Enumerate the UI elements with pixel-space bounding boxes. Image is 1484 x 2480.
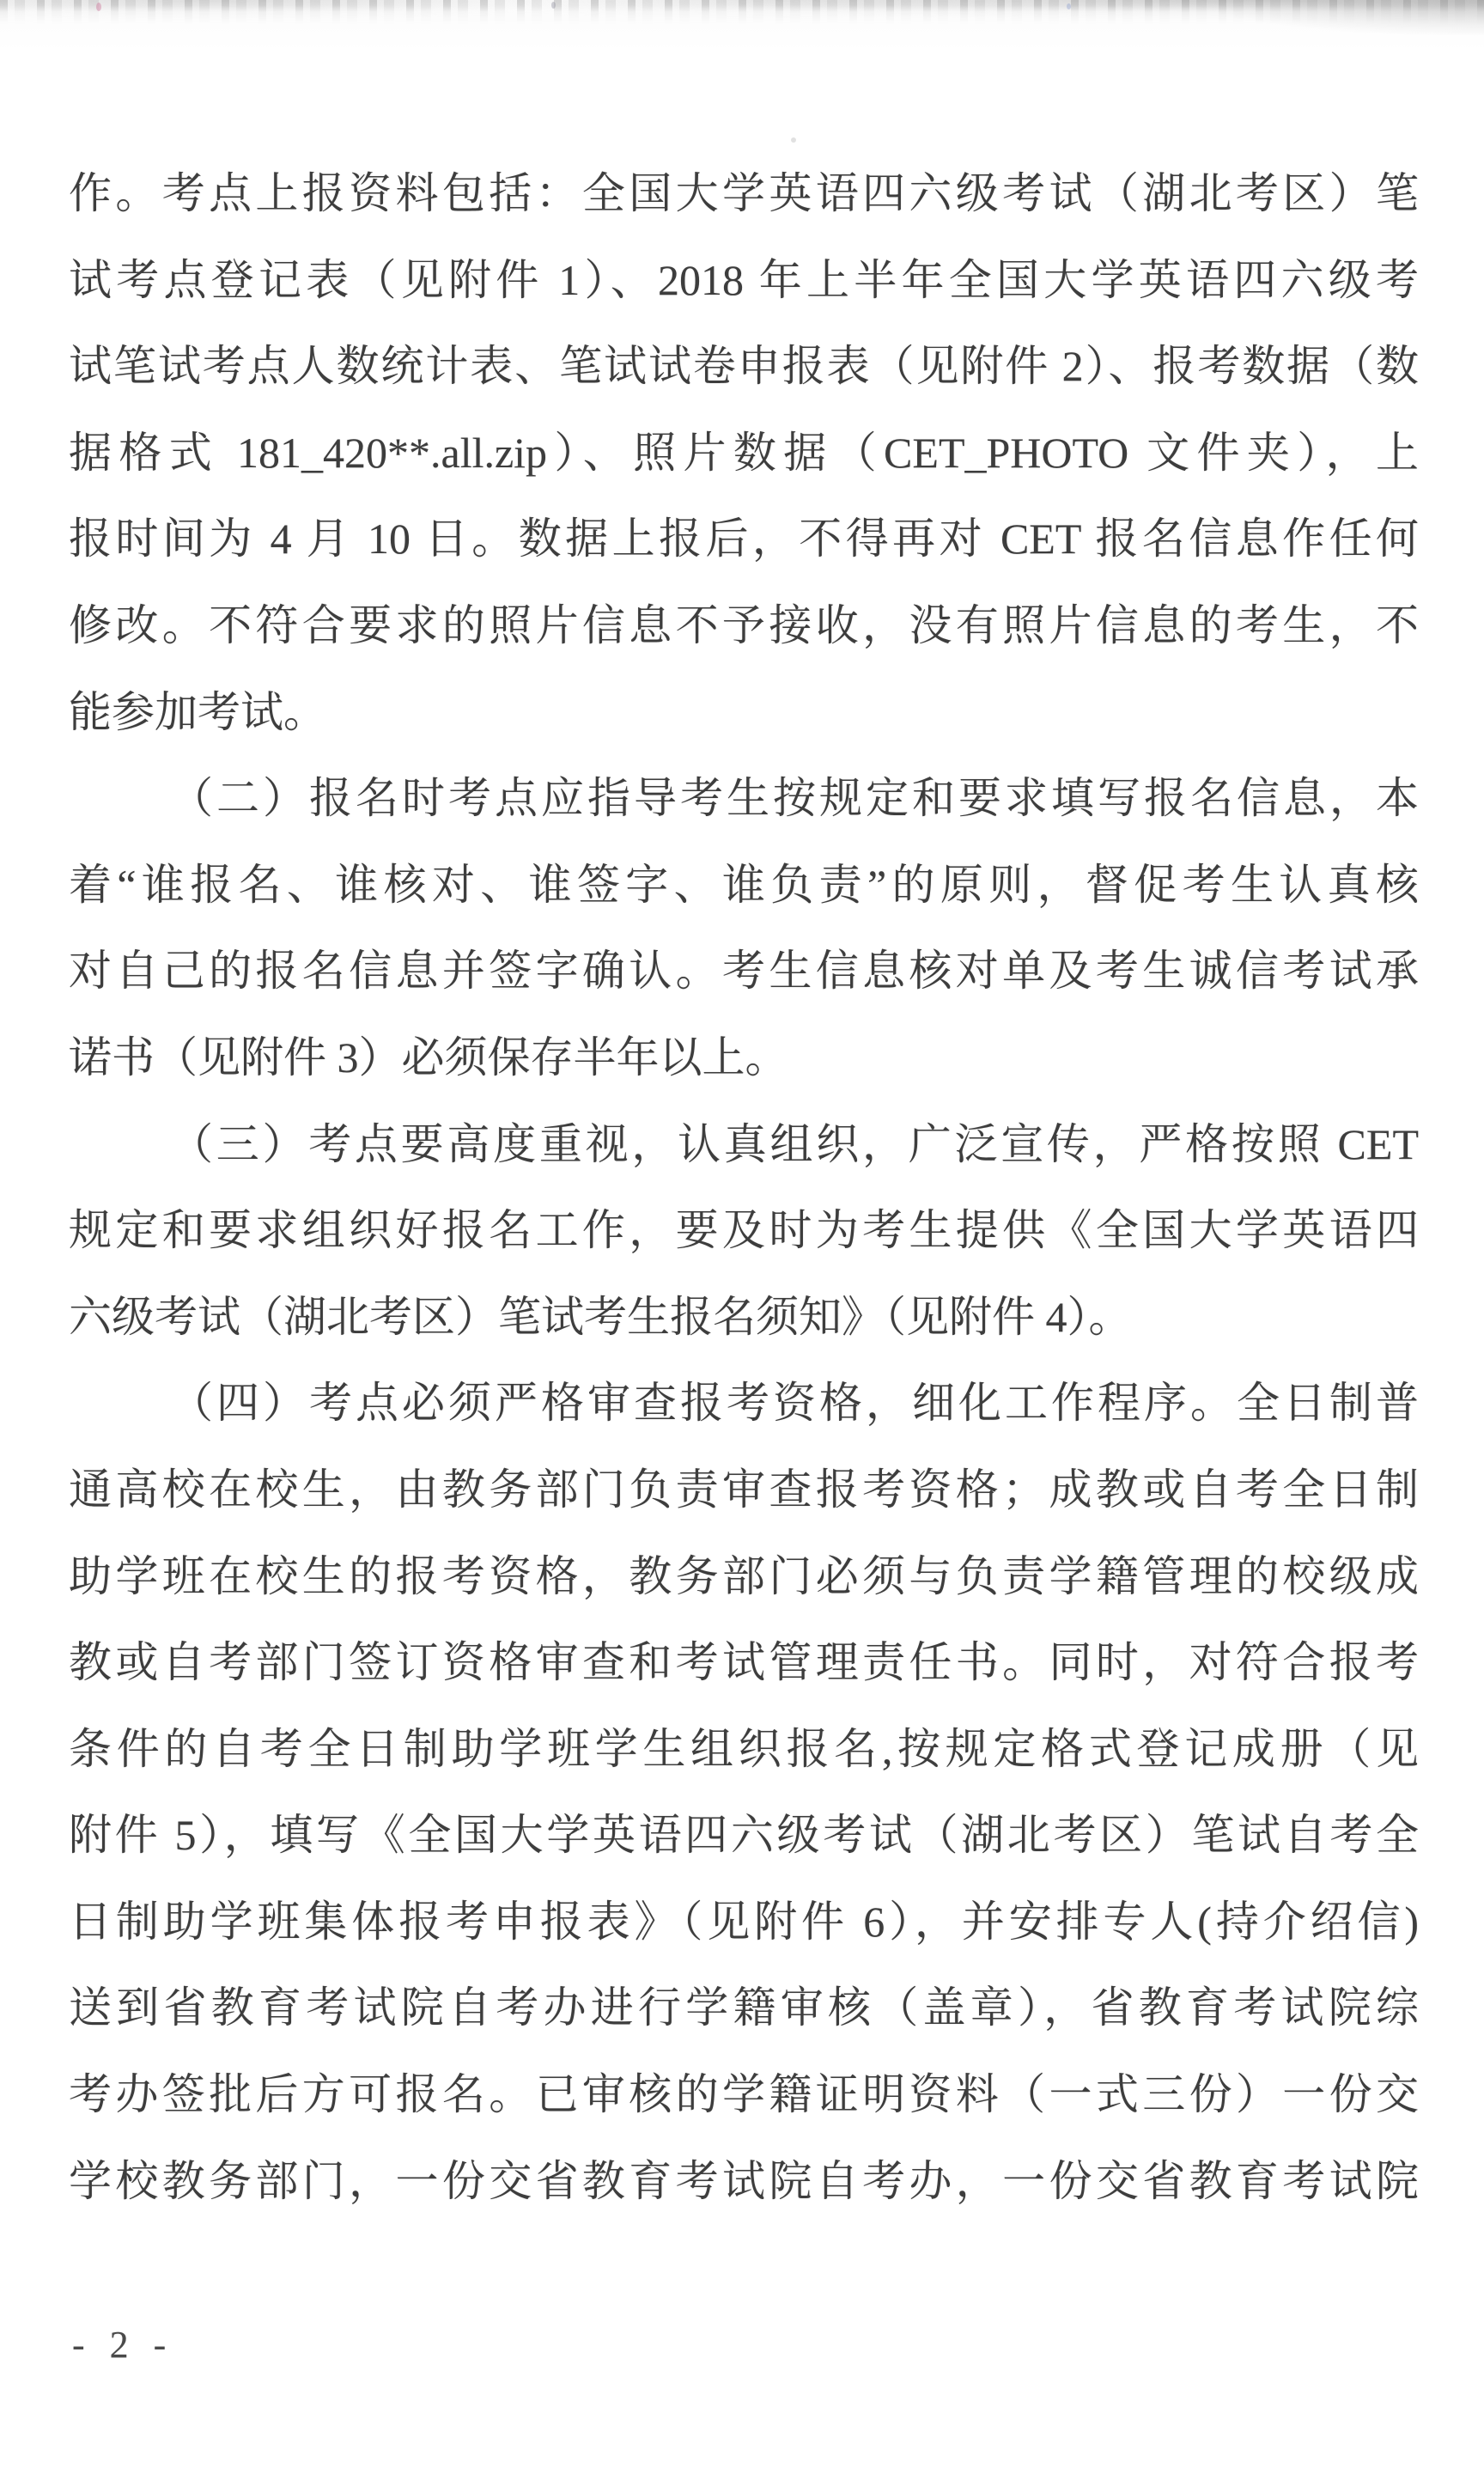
text-line-paragraph-end: 能参加考试。 <box>69 687 326 736</box>
scan-speck <box>791 137 796 143</box>
scan-noise-top-right-corner <box>1115 0 1484 46</box>
text-line: 报时间为 4 月 10 日。数据上报后，不得再对 CET 报名信息作任何 <box>69 515 1419 564</box>
scan-speck <box>1067 3 1071 9</box>
text-line: 学校教务部门，一份交省教育考试院自考办，一份交省教育考试院 <box>69 2156 1419 2205</box>
text-line-paragraph-start: （二）报名时考点应指导考生按规定和要求填写报名信息，本 <box>170 774 1419 823</box>
text-line: 条件的自考全日制助学班学生组织报名,按规定格式登记成册（见 <box>69 1724 1419 1773</box>
text-line: 考办签批后方可报名。已审核的学籍证明资料（一式三份）一份交 <box>69 2070 1419 2119</box>
scan-speck <box>96 3 101 11</box>
text-line: 试笔试考点人数统计表、笔试试卷申报表（见附件 2）、报考数据（数 <box>69 342 1419 391</box>
text-line: 日制助学班集体报考申报表》（见附件 6），并安排专人(持介绍信) <box>69 1897 1419 1946</box>
text-line: 送到省教育考试院自考办进行学籍审核（盖章），省教育考试院综 <box>69 1983 1419 2032</box>
text-line-paragraph-start: （四）考点必须严格审查报考资格，细化工作程序。全日制普 <box>170 1379 1419 1428</box>
text-line: 对自己的报名信息并签字确认。考生信息核对单及考生诚信考试承 <box>69 947 1419 996</box>
text-line: 附件 5），填写《全国大学英语四六级考试（湖北考区）笔试自考全 <box>69 1811 1419 1860</box>
scan-speck <box>551 2 556 9</box>
page-number: - 2 - <box>72 2324 174 2366</box>
text-line: 试考点登记表（见附件 1）、2018 年上半年全国大学英语四六级考 <box>69 255 1419 304</box>
text-line: 教或自考部门签订资格审查和考试管理责任书。同时，对符合报考 <box>69 1638 1419 1687</box>
text-line: 助学班在校生的报考资格，教务部门必须与负责学籍管理的校级成 <box>69 1551 1419 1600</box>
text-line: 作。考点上报资料包括：全国大学英语四六级考试（湖北考区）笔 <box>69 169 1419 217</box>
text-line-paragraph-end: 六级考试（湖北考区）笔试考生报名须知》（见附件 4）。 <box>69 1292 1132 1341</box>
text-line: 据格式 181_420**.all.zip）、照片数据（CET_PHOTO 文件夹），上 <box>69 428 1419 477</box>
text-line: 通高校在校生，由教务部门负责审查报考资格；成教或自考全日制 <box>69 1465 1419 1514</box>
text-line: 规定和要求组织好报名工作，要及时为考生提供《全国大学英语四 <box>69 1206 1419 1255</box>
text-line: 修改。不符合要求的照片信息不予接收，没有照片信息的考生，不 <box>69 600 1419 649</box>
text-line-paragraph-end: 诺书（见附件 3）必须保存半年以上。 <box>69 1033 788 1082</box>
document-body-text <box>69 150 1419 2224</box>
text-line-paragraph-start: （三）考点要高度重视，认真组织，广泛宣传，严格按照 CET <box>170 1119 1419 1168</box>
text-line: 着“谁报名、谁核对、谁签字、谁负责”的原则，督促考生认真核 <box>69 860 1419 909</box>
